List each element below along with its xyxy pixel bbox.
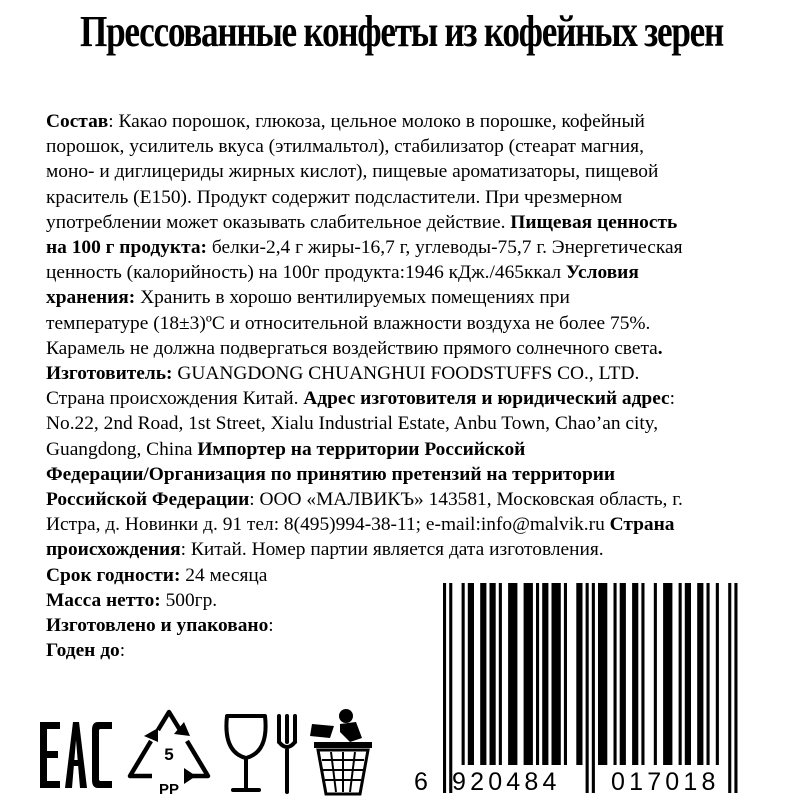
composition-line: [46, 512, 771, 537]
barcode-guard-bar: [443, 583, 446, 793]
barcode-bar: [552, 583, 561, 765]
barcode-bar: [707, 583, 710, 765]
barcode-bar: [499, 583, 502, 765]
composition-line: [46, 134, 771, 159]
barcode-bar: [480, 583, 486, 765]
composition-line: [46, 285, 771, 310]
composition-line: [46, 210, 771, 235]
bold-label: Условия: [565, 262, 639, 284]
barcode-bar: [614, 583, 617, 765]
product-title: Прессованные конфеты из кофейных зерен: [80, 7, 723, 56]
text-run: Хранить в хорошо вентилируемых помещениях при: [135, 287, 570, 309]
barcode-guard-bar: [728, 583, 731, 793]
bold-label: на 100 г продукта:: [46, 237, 207, 259]
tidyman-trash-icon: [300, 708, 378, 798]
text-run: Guangdong, China: [46, 438, 198, 460]
composition-line: [46, 386, 771, 411]
composition-line: [46, 260, 771, 285]
text-run: GUANGDONG CHUANGHUI FOODSTUFFS CO., LTD.: [172, 363, 640, 385]
barcode-digits-right: 017018: [611, 768, 720, 796]
barcode-bar: [654, 583, 657, 765]
text-run: Истра, д. Новинки д. 91 тел: 8(495)994-38-11; e-mail:info@malvik.ru: [46, 514, 610, 536]
recycle-material: PP: [158, 781, 180, 796]
text-run: Карамель не должна подвергаться воздействию прямого солнечного света: [46, 337, 658, 359]
bold-label: Адрес изготовителя и юридический адрес: [303, 388, 670, 410]
barcode-digit-lead: 6: [414, 768, 428, 796]
glass-fork-icon: [221, 712, 311, 798]
bold-label: Пищевая ценность: [510, 211, 678, 233]
barcode-guard-bar: [592, 583, 595, 793]
bold-label: Изготовлено и упаковано: [46, 615, 269, 637]
bold-label: Российской Федерации: [46, 489, 250, 511]
text-run: 500гр.: [160, 589, 218, 611]
composition-line: [46, 109, 771, 134]
text-run: употреблении может оказывать слабительное действие.: [46, 211, 511, 233]
text-run: :: [268, 615, 274, 637]
composition-line: [46, 159, 771, 184]
text-run: температуре (18±3)ºС и относительной влажности воздуха не более 75%.: [46, 312, 651, 334]
composition-text: [46, 109, 771, 663]
barcode-bar: [462, 583, 465, 765]
bold-label: Годен до: [46, 640, 120, 662]
text-run: моно- и диглицериды жирных кислот), пищевые ароматизаторы, пищевой: [46, 161, 659, 183]
bold-label: Масса нетто:: [46, 589, 161, 611]
bold-label: Страна: [609, 514, 675, 536]
text-run: 24 месяца: [180, 564, 268, 586]
barcode-bar: [663, 583, 672, 765]
composition-line: [46, 487, 771, 512]
barcode-bar: [716, 583, 719, 765]
bold-label: Состав: [46, 111, 109, 132]
barcode-guard-bar: [449, 583, 452, 793]
composition-line: [46, 462, 771, 487]
text-run: краситель (Е150). Продукт содержит подсластители. При чрезмерном: [46, 186, 623, 208]
barcode-bar: [685, 583, 691, 765]
text-run: ценность (калорийность) на 100г продукта:1946 кДж./465ккал: [46, 262, 566, 284]
bold-label: Изготовитель:: [46, 363, 173, 385]
text-run: :: [669, 388, 676, 410]
barcode-bar: [598, 583, 607, 765]
text-run: порошок, усилитель вкуса (этилмальтол), стабилизатор (стеарат магния,: [46, 136, 644, 158]
barcode-guard-bar: [586, 583, 589, 793]
barcode-bar: [620, 583, 626, 765]
text-run: : Китай. Номер партии является дата изготовления.: [180, 539, 604, 561]
text-run: : Какао порошок, глюкоза, цельное молоко в порошке, кофейный: [108, 111, 645, 132]
barcode-bar: [508, 583, 517, 765]
barcode-bar: [641, 583, 644, 765]
bold-label: .: [657, 337, 663, 359]
composition-line: [46, 185, 771, 210]
composition-line: [46, 437, 771, 462]
barcode-bar: [490, 583, 496, 765]
recycle-pp5-icon: [124, 708, 214, 796]
text-run: : ООО «МАЛВИКЪ» 143581, Московская область, г.: [249, 489, 683, 511]
barcode-bar: [632, 583, 638, 765]
composition-line: [46, 235, 771, 260]
text-run: белки-2,4 г жиры-16,7 г, углеводы-75,7 г. Энергетическая: [207, 237, 683, 259]
barcode-bar: [564, 583, 567, 765]
recycle-number: 5: [164, 745, 174, 764]
text-run: :: [119, 640, 126, 662]
bold-label: Федерации/Организация по принятию претензий на территории: [46, 463, 616, 485]
barcode-bar: [536, 583, 539, 765]
bold-label: Импортер на территории Российской: [197, 438, 526, 460]
barcode-bar: [697, 583, 703, 765]
composition-line: [46, 336, 771, 361]
text-run: No.22, 2nd Road, 1st Street, Xialu Industrial Estate, Anbu Town, Chao’an city,: [46, 413, 659, 435]
barcode-bar: [576, 583, 582, 765]
composition-line: [46, 311, 771, 336]
bold-label: Срок годности:: [46, 564, 181, 586]
composition-line: [46, 361, 771, 386]
barcode-digits-left: 920484: [452, 768, 561, 796]
barcode-bar: [679, 583, 682, 765]
composition-line: [46, 537, 771, 562]
barcode-guard-bar: [734, 583, 737, 793]
bold-label: происхождения: [46, 539, 181, 561]
composition-line: [46, 411, 771, 436]
barcode: [413, 583, 778, 793]
barcode-bar: [524, 583, 533, 765]
bold-label: хранения:: [46, 287, 136, 309]
barcode-bar: [542, 583, 548, 765]
text-run: Страна происхождения Китай.: [46, 388, 304, 410]
eac-mark-icon: [38, 720, 118, 790]
barcode-bar: [468, 583, 474, 765]
